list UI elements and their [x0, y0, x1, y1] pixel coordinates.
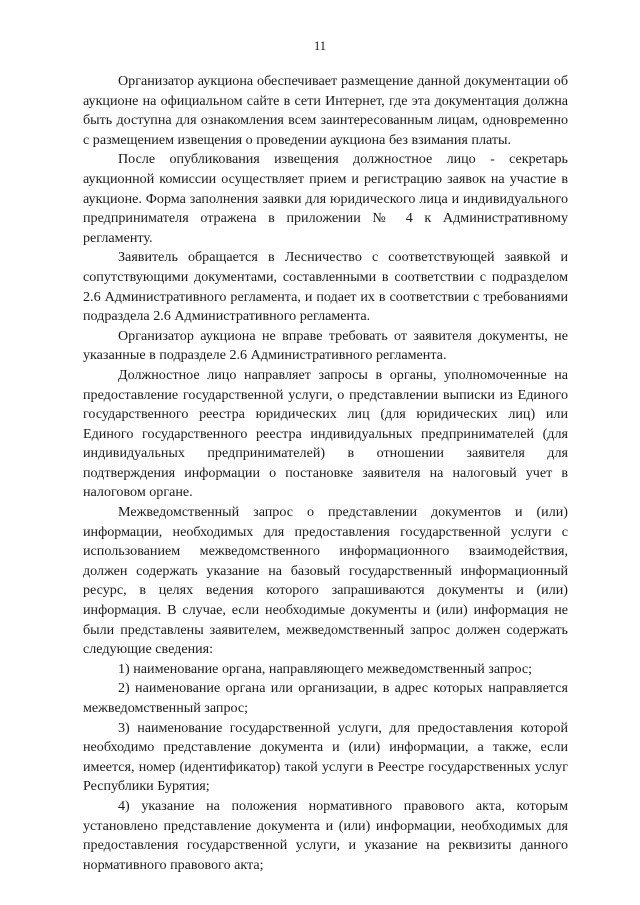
list-item: 4) указание на положения нормативного правового акта, которым установлено представление документа и (или) информации, необходимых для предоставления государственной услуги, и указание на реквизиты данного нормативного правового акта; — [83, 797, 568, 873]
paragraph: Межведомственный запрос о представлении документов и (или) информации, необходимых для предоставления государственной услуги с использованием межведомственного информационного взаимодействия, должен содержать указание на базовый государственный информационный ресурс, в целях ведения которого запрашиваются документы и (или) информация. В случае, если необходимые документы и (или) информация не были представлены заявителем, межведомственный запрос должен содержать следующие сведения: — [83, 504, 568, 658]
paragraph: После опубликования извещения должностное лицо - секретарь аукционной комиссии осуществляет прием и регистрацию заявок на участие в аукционе. Форма заполнения заявки для юридического лица и индивидуального предпринимателя отражена в приложении № 4 к Административному регламенту. — [83, 151, 568, 246]
paragraph: Заявитель обращается в Лесничество с соответствующей заявкой и сопутствующими документами, составленными в соответствии с подразделом 2.6 Административного регламента, и подает их в соответствии с требованиями подраздела 2.6 Административного регламента. — [83, 249, 568, 325]
paragraph: Организатор аукциона обеспечивает размещение данной документации об аукционе на официальном сайте в сети Интернет, где эта документация должна быть доступна для ознакомления всем заинтересованным лицам, одновременно с размещением извещения о проведении аукциона без взимания платы. — [83, 73, 568, 148]
paragraph: Организатор аукциона не вправе требовать от заявителя документы, не указанные в подразделе 2.6 Административного регламента. — [83, 327, 568, 364]
document-body — [83, 72, 568, 875]
list-item: 1) наименование органа, направляющего межведомственный запрос; — [118, 660, 533, 677]
paragraph: Должностное лицо направляет запросы в органы, уполномоченные на предоставление государственной услуги, о представлении выписки из Единого государственного реестра юридических лиц (для юридических лиц) или Единого государственного реестра индивидуальных предпринимателей (для индивидуальных предпринимателей) в отношении заявителя для подтверждения информации о постановке заявителя на налоговый учет в налоговом органе. — [83, 366, 568, 501]
list-item: 2) наименование органа или организации, в адрес которых направляется межведомственный запрос; — [83, 680, 568, 716]
list-item: 3) наименование государственной услуги, для предоставления которой необходимо представление документа и (или) информации, а также, если имеется, номер (идентификатор) такой услуги в Реестре государственных услуг Республики Бурятия; — [83, 719, 568, 795]
page-number: 11 — [313, 39, 327, 53]
